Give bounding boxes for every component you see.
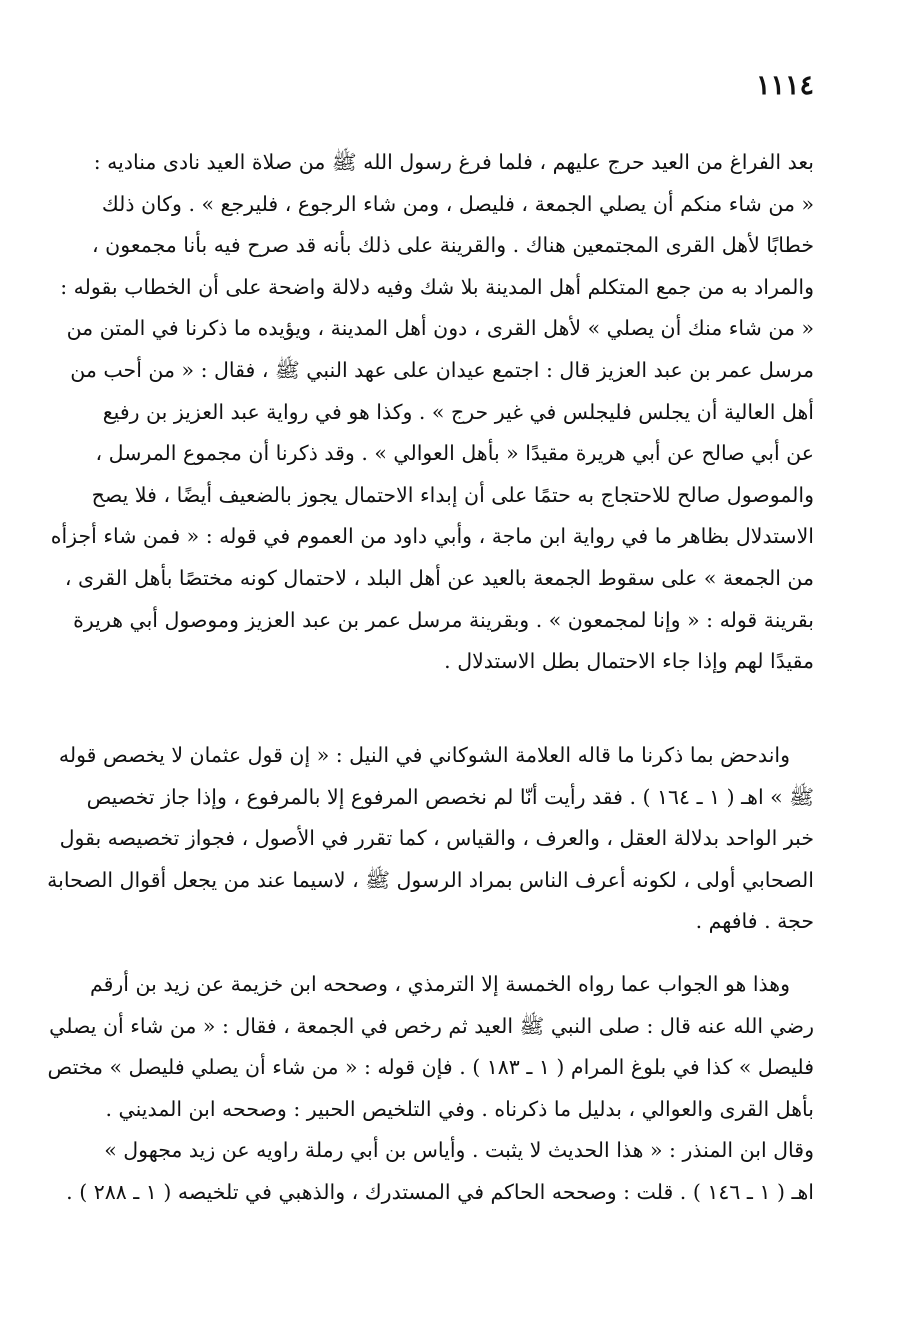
- text-line: خبر الواحد بدلالة العقل ، والعرف ، والقياس ، كما تقرر في الأصول ، فجواز تخصيصه بقول: [59, 826, 814, 851]
- text-line: والموصول صالح للاحتجاج به حتمًا على أن إبداء الاحتمال يجوز بالضعيف أيضًا ، فلا يصح: [91, 482, 814, 507]
- text-line: خطابًا لأهل القرى المجتمعين هناك . والقرينة على ذلك بأنه قد صرح فيه بأنا مجمعون ،: [92, 233, 814, 258]
- text-line: والمراد به من جمع المتكلم أهل المدينة بلا شك وفيه دلالة واضحة على أن الخطاب بقوله :: [60, 274, 814, 299]
- text-line: ﷺ » اهـ ( ١ ـ ١٦٤ ) . فقد رأيت أنّا لم نخصص المرفوع إلا بالمرفوع ، وإذا جاز تخصيص: [86, 784, 814, 809]
- text-line: « من شاء منكم أن يصلي الجمعة ، فليصل ، ومن شاء الرجوع ، فليرجع » . وكان ذلك: [101, 191, 814, 216]
- text-line: فليصل » كذا في بلوغ المرام ( ١ ـ ١٨٣ ) . فإن قوله : « من شاء أن يصلي فليصل » مختص: [47, 1055, 814, 1080]
- text-line: مقيدًا لهم وإذا جاء الاحتمال بطل الاستدلال .: [444, 649, 814, 674]
- text-line: بعد الفراغ من العيد حرج عليهم ، فلما فرغ رسول الله ﷺ من صلاة العيد نادى مناديه :: [93, 150, 814, 174]
- text-line: عن أبي صالح عن أبي هريرة مقيدًا « بأهل العوالي » . وقد ذكرنا أن مجموع المرسل ،: [95, 441, 814, 466]
- text-line: أهل العالية أن يجلس فليجلس في غير حرج » . وكذا هو في رواية عبد العزيز بن رفيع: [102, 399, 814, 424]
- page-number: ١١١٤: [755, 70, 814, 101]
- text-line: رضي الله عنه قال : صلى النبي ﷺ العيد ثم رخص في الجمعة ، فقال : « من شاء أن يصلي: [49, 1013, 814, 1038]
- text-line: الصحابي أولى ، لكونه أعرف الناس بمراد الرسول ﷺ ، لاسيما عند من يجعل أقوال الصحابة: [47, 867, 814, 892]
- text-line: مرسل عمر بن عبد العزيز قال : اجتمع عيدان على عهد النبي ﷺ ، فقال : « من أحب من: [70, 357, 814, 382]
- text-line: « من شاء منك أن يصلي » لأهل القرى ، دون أهل المدينة ، ويؤيده ما ذكرنا في المتن من: [66, 316, 814, 341]
- paragraph-2: [47, 735, 814, 943]
- text-line: حجة . فافهم .: [695, 909, 814, 934]
- text-line: وهذا هو الجواب عما رواه الخمسة إلا الترمذي ، وصححه ابن خزيمة عن زيد بن أرقم: [89, 972, 790, 996]
- text-line: واندحض بما ذكرنا ما قاله العلامة الشوكاني في النيل : « إن قول عثمان لا يخصص قوله: [58, 743, 790, 767]
- text-line: اهـ ( ١ ـ ١٤٦ ) . قلت : وصححه الحاكم في المستدرك ، والذهبي في تلخيصه ( ١ ـ ٢٨٨ ) .: [66, 1179, 814, 1204]
- text-line: وقال ابن المنذر : « هذا الحديث لا يثبت . وأياس بن أبي رملة راويه عن زيد مجهول »: [104, 1138, 814, 1163]
- paragraph-1: [50, 142, 814, 683]
- paragraph-3: [47, 964, 814, 1214]
- text-line: بقرينة قوله : « وإنا لمجمعون » . وبقرينة مرسل عمر بن عبد العزيز وموصول أبي هريرة: [73, 607, 814, 632]
- text-line: من الجمعة » على سقوط الجمعة بالعيد عن أهل البلد ، لاحتمال كونه مختصًا بأهل القرى ،: [64, 565, 814, 590]
- text-line: بأهل القرى والعوالي ، بدليل ما ذكرناه . وفي التلخيص الحبير : وصححه ابن المديني .: [105, 1096, 814, 1121]
- text-line: الاستدلال بظاهر ما في رواية ابن ماجة ، وأبي داود من العموم في قوله : « فمن شاء أجزأه: [50, 524, 814, 549]
